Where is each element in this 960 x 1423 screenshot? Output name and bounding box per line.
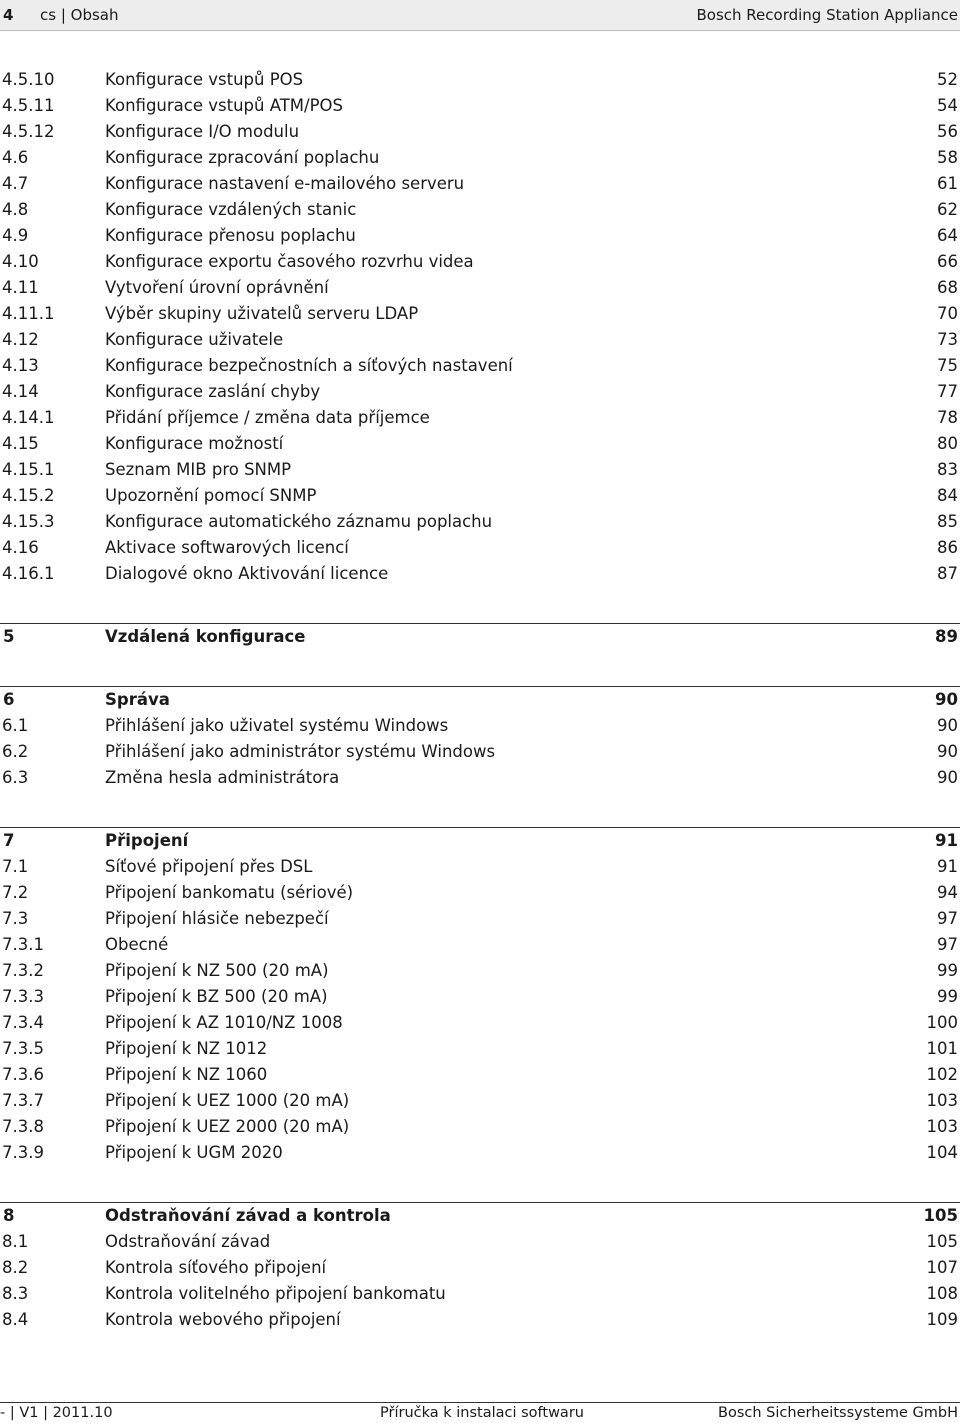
toc-spacer xyxy=(0,791,960,827)
toc-row[interactable] xyxy=(0,561,960,587)
toc-row[interactable] xyxy=(0,145,960,171)
toc-entry-number: 4.16.1 xyxy=(2,564,55,583)
toc-entry-page: 54 xyxy=(937,96,958,115)
footer-company: Bosch Sicherheitssysteme GmbH xyxy=(718,1405,958,1421)
toc-chapter-row[interactable] xyxy=(0,1202,960,1229)
toc-entry-title: Konfigurace přenosu poplachu xyxy=(105,226,356,245)
toc-entry-page: 83 xyxy=(937,460,958,479)
toc-entry-page: 73 xyxy=(937,330,958,349)
toc-entry-title: Správa xyxy=(105,690,170,709)
toc-entry-title: Konfigurace vzdálených stanic xyxy=(105,200,357,219)
toc-entry-title: Připojení k AZ 1010/NZ 1008 xyxy=(105,1013,343,1032)
toc-entry-number: 4.13 xyxy=(2,356,39,375)
document-title: Bosch Recording Station Appliance xyxy=(696,6,958,24)
toc-entry-title: Konfigurace nastavení e-mailového serveru xyxy=(105,174,465,193)
toc-entry-number: 4.14 xyxy=(2,382,39,401)
toc-row[interactable] xyxy=(0,275,960,301)
toc-entry-page: 56 xyxy=(937,122,958,141)
toc-row[interactable] xyxy=(0,93,960,119)
toc-entry-title: Připojení k UEZ 1000 (20 mA) xyxy=(105,1091,350,1110)
toc-entry-number: 4.7 xyxy=(2,174,29,193)
toc-entry-number: 4.12 xyxy=(2,330,39,349)
toc-entry-page: 99 xyxy=(937,987,958,1006)
toc-entry-number: 7.3.9 xyxy=(2,1143,44,1162)
toc-entry-number: 4.15 xyxy=(2,434,39,453)
toc-entry-title: Kontrola síťového připojení xyxy=(105,1258,327,1277)
toc-entry-title: Obecné xyxy=(105,935,169,954)
toc-entry-title: Kontrola volitelného připojení bankomatu xyxy=(105,1284,446,1303)
toc-row[interactable] xyxy=(0,932,960,958)
toc-entry-page: 90 xyxy=(937,768,958,787)
toc-entry-title: Výběr skupiny uživatelů serveru LDAP xyxy=(105,304,419,323)
toc-row[interactable] xyxy=(0,301,960,327)
toc-entry-number: 4.15.3 xyxy=(2,512,55,531)
toc-entry-number: 8.4 xyxy=(2,1310,29,1329)
toc-entry-title: Připojení hlásiče nebezpečí xyxy=(105,909,329,928)
toc-spacer xyxy=(0,587,960,623)
toc-entry-page: 101 xyxy=(926,1039,958,1058)
toc-entry-page: 91 xyxy=(935,831,958,850)
toc-entry-number: 4.15.1 xyxy=(2,460,55,479)
toc-entry-page: 52 xyxy=(937,70,958,89)
toc-entry-title: Připojení xyxy=(105,831,189,850)
toc-entry-page: 105 xyxy=(926,1232,958,1251)
toc-entry-title: Dialogové okno Aktivování licence xyxy=(105,564,389,583)
toc-entry-title: Konfigurace zpracování poplachu xyxy=(105,148,380,167)
toc-entry-number: 4.14.1 xyxy=(2,408,55,427)
toc-entry-page: 100 xyxy=(926,1013,958,1032)
toc-row[interactable] xyxy=(0,713,960,739)
page-header xyxy=(0,0,960,31)
toc-entry-number: 8.1 xyxy=(2,1232,29,1251)
toc-entry-number: 4.5.11 xyxy=(2,96,55,115)
toc-entry-number: 7.3.2 xyxy=(2,961,44,980)
toc-entry-page: 87 xyxy=(937,564,958,583)
toc-entry-page: 68 xyxy=(937,278,958,297)
toc-entry-number: 4.11.1 xyxy=(2,304,55,323)
table-of-contents xyxy=(0,67,960,1333)
toc-entry-number: 8.2 xyxy=(2,1258,29,1277)
toc-entry-page: 70 xyxy=(937,304,958,323)
toc-row[interactable] xyxy=(0,327,960,353)
toc-entry-title: Vytvoření úrovní oprávnění xyxy=(105,278,329,297)
toc-row[interactable] xyxy=(0,1140,960,1166)
toc-entry-number: 4.16 xyxy=(2,538,39,557)
toc-entry-number: 4.8 xyxy=(2,200,29,219)
toc-entry-title: Změna hesla administrátora xyxy=(105,768,340,787)
toc-row[interactable] xyxy=(0,457,960,483)
page-footer xyxy=(0,1402,960,1421)
toc-entry-page: 89 xyxy=(935,627,958,646)
toc-entry-number: 7.3.6 xyxy=(2,1065,44,1084)
toc-entry-page: 90 xyxy=(937,742,958,761)
section-label: cs | Obsah xyxy=(40,6,119,24)
toc-entry-number: 8.3 xyxy=(2,1284,29,1303)
toc-entry-page: 62 xyxy=(937,200,958,219)
toc-entry-number: 6.1 xyxy=(2,716,29,735)
footer-manual-title: Příručka k instalaci softwaru xyxy=(380,1405,584,1421)
toc-chapter-row[interactable] xyxy=(0,623,960,650)
toc-row[interactable] xyxy=(0,223,960,249)
toc-row[interactable] xyxy=(0,353,960,379)
toc-row[interactable] xyxy=(0,119,960,145)
toc-row[interactable] xyxy=(0,1307,960,1333)
toc-entry-page: 58 xyxy=(937,148,958,167)
toc-entry-number: 6.2 xyxy=(2,742,29,761)
toc-row[interactable] xyxy=(0,1114,960,1140)
toc-entry-page: 108 xyxy=(926,1284,958,1303)
toc-entry-page: 85 xyxy=(937,512,958,531)
toc-entry-number: 7.3.7 xyxy=(2,1091,44,1110)
toc-row[interactable] xyxy=(0,1010,960,1036)
toc-row[interactable] xyxy=(0,1088,960,1114)
toc-entry-number: 7.3.5 xyxy=(2,1039,44,1058)
toc-entry-page: 78 xyxy=(937,408,958,427)
toc-entry-page: 102 xyxy=(926,1065,958,1084)
toc-entry-page: 97 xyxy=(937,909,958,928)
toc-row[interactable] xyxy=(0,1229,960,1255)
toc-entry-title: Konfigurace exportu časového rozvrhu videa xyxy=(105,252,474,271)
toc-entry-number: 4.5.12 xyxy=(2,122,55,141)
toc-row[interactable] xyxy=(0,171,960,197)
page-number: 4 xyxy=(3,6,14,24)
toc-row[interactable] xyxy=(0,405,960,431)
toc-entry-page: 99 xyxy=(937,961,958,980)
toc-entry-title: Vzdálená konfigurace xyxy=(105,627,306,646)
toc-entry-page: 105 xyxy=(923,1206,958,1225)
toc-chapter-row[interactable] xyxy=(0,686,960,713)
toc-entry-page: 97 xyxy=(937,935,958,954)
toc-entry-title: Konfigurace zaslání chyby xyxy=(105,382,321,401)
toc-row[interactable] xyxy=(0,984,960,1010)
toc-row[interactable] xyxy=(0,431,960,457)
toc-entry-title: Konfigurace uživatele xyxy=(105,330,284,349)
toc-entry-number: 4.15.2 xyxy=(2,486,55,505)
toc-entry-title: Kontrola webového připojení xyxy=(105,1310,341,1329)
toc-entry-page: 84 xyxy=(937,486,958,505)
toc-entry-page: 66 xyxy=(937,252,958,271)
toc-row[interactable] xyxy=(0,765,960,791)
toc-entry-number: 7.3.4 xyxy=(2,1013,44,1032)
toc-entry-title: Upozornění pomocí SNMP xyxy=(105,486,317,505)
toc-entry-title: Připojení k BZ 500 (20 mA) xyxy=(105,987,328,1006)
toc-entry-title: Konfigurace možností xyxy=(105,434,284,453)
toc-entry-page: 90 xyxy=(937,716,958,735)
toc-entry-title: Připojení k UGM 2020 xyxy=(105,1143,283,1162)
toc-entry-page: 86 xyxy=(937,538,958,557)
toc-entry-page: 64 xyxy=(937,226,958,245)
toc-entry-page: 94 xyxy=(937,883,958,902)
toc-row[interactable] xyxy=(0,739,960,765)
toc-row[interactable] xyxy=(0,249,960,275)
toc-row[interactable] xyxy=(0,509,960,535)
toc-entry-title: Odstraňování závad xyxy=(105,1232,271,1251)
toc-row[interactable] xyxy=(0,1255,960,1281)
toc-entry-title: Připojení bankomatu (sériové) xyxy=(105,883,354,902)
toc-entry-title: Konfigurace vstupů ATM/POS xyxy=(105,96,343,115)
toc-entry-number: 4.11 xyxy=(2,278,39,297)
toc-row[interactable] xyxy=(0,379,960,405)
toc-entry-title: Síťové připojení přes DSL xyxy=(105,857,313,876)
toc-entry-number: 7.2 xyxy=(2,883,29,902)
toc-entry-number: 5 xyxy=(3,627,15,646)
toc-entry-number: 6 xyxy=(3,690,15,709)
toc-row[interactable] xyxy=(0,483,960,509)
toc-row[interactable] xyxy=(0,1281,960,1307)
toc-entry-title: Konfigurace vstupů POS xyxy=(105,70,304,89)
toc-row[interactable] xyxy=(0,197,960,223)
toc-entry-number: 4.9 xyxy=(2,226,29,245)
toc-entry-title: Přihlášení jako uživatel systému Windows xyxy=(105,716,449,735)
toc-entry-title: Připojení k UEZ 2000 (20 mA) xyxy=(105,1117,350,1136)
toc-entry-page: 80 xyxy=(937,434,958,453)
toc-entry-number: 8 xyxy=(3,1206,15,1225)
toc-entry-number: 7.3.1 xyxy=(2,935,44,954)
toc-row[interactable] xyxy=(0,854,960,880)
toc-row[interactable] xyxy=(0,1036,960,1062)
toc-spacer xyxy=(0,650,960,686)
toc-entry-number: 4.10 xyxy=(2,252,39,271)
footer-version: - | V1 | 2011.10 xyxy=(0,1405,113,1421)
toc-entry-page: 103 xyxy=(926,1091,958,1110)
toc-row[interactable] xyxy=(0,958,960,984)
toc-entry-title: Připojení k NZ 500 (20 mA) xyxy=(105,961,329,980)
toc-entry-page: 90 xyxy=(935,690,958,709)
toc-entry-title: Připojení k NZ 1012 xyxy=(105,1039,268,1058)
toc-entry-page: 103 xyxy=(926,1117,958,1136)
toc-entry-title: Konfigurace bezpečnostních a síťových nastavení xyxy=(105,356,513,375)
toc-entry-number: 7 xyxy=(3,831,15,850)
toc-entry-title: Přidání příjemce / změna data příjemce xyxy=(105,408,430,427)
toc-entry-title: Konfigurace I/O modulu xyxy=(105,122,300,141)
toc-entry-number: 6.3 xyxy=(2,768,29,787)
toc-row[interactable] xyxy=(0,1062,960,1088)
toc-entry-number: 4.5.10 xyxy=(2,70,55,89)
toc-entry-title: Odstraňování závad a kontrola xyxy=(105,1206,391,1225)
toc-entry-title: Přihlášení jako administrátor systému Windows xyxy=(105,742,496,761)
toc-entry-title: Aktivace softwarových licencí xyxy=(105,538,349,557)
toc-entry-page: 109 xyxy=(926,1310,958,1329)
toc-entry-title: Seznam MIB pro SNMP xyxy=(105,460,292,479)
toc-entry-page: 77 xyxy=(937,382,958,401)
toc-chapter-row[interactable] xyxy=(0,827,960,854)
toc-entry-number: 7.1 xyxy=(2,857,29,876)
toc-entry-page: 61 xyxy=(937,174,958,193)
toc-entry-number: 4.6 xyxy=(2,148,29,167)
toc-entry-page: 104 xyxy=(926,1143,958,1162)
toc-row[interactable] xyxy=(0,906,960,932)
toc-entry-page: 75 xyxy=(937,356,958,375)
toc-entry-title: Připojení k NZ 1060 xyxy=(105,1065,268,1084)
toc-entry-number: 7.3 xyxy=(2,909,29,928)
toc-entry-number: 7.3.3 xyxy=(2,987,44,1006)
toc-row[interactable] xyxy=(0,535,960,561)
toc-entry-page: 107 xyxy=(926,1258,958,1277)
toc-row[interactable] xyxy=(0,67,960,93)
toc-entry-number: 7.3.8 xyxy=(2,1117,44,1136)
toc-entry-title: Konfigurace automatického záznamu poplachu xyxy=(105,512,493,531)
toc-entry-page: 91 xyxy=(937,857,958,876)
toc-spacer xyxy=(0,1166,960,1202)
toc-row[interactable] xyxy=(0,880,960,906)
